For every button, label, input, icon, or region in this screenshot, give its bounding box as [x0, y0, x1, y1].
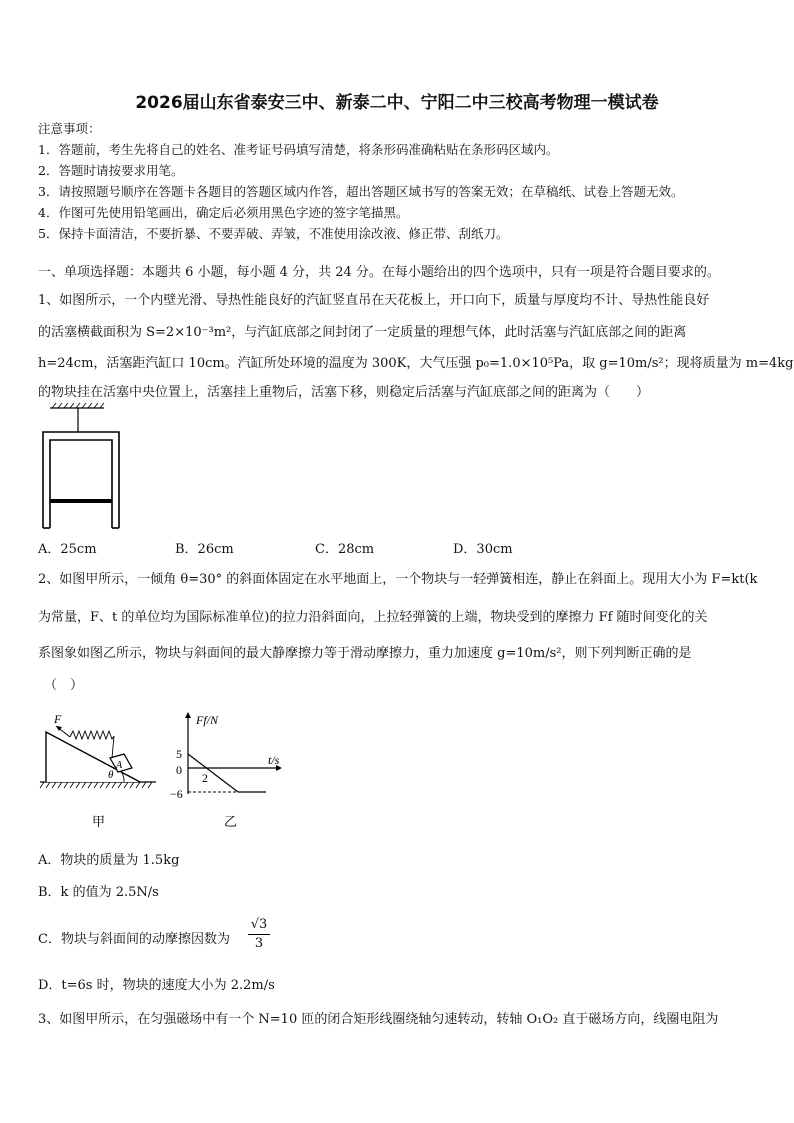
q2-text: 系图象如图乙所示，物块与斜面间的最大静摩擦力等于滑动摩擦力，重力加速度 g=10m/s²，则下列判断正确的是	[38, 646, 692, 661]
notice-item: 2．答题时请按要求用笔。	[38, 163, 184, 178]
cylinder-figure	[36, 402, 136, 534]
q2-option-c: C．物块与斜面间的动摩擦因数为	[38, 932, 230, 947]
fig-b-xlabel: t/s	[268, 753, 280, 767]
fig-a-label-theta: θ	[108, 769, 114, 781]
friction-time-graph	[168, 706, 298, 832]
q3-text: 3、如图甲所示，在匀强磁场中有一个 N=10 匝的闭合矩形线圈绕轴匀速转动，转轴 O₁O₂ 直于磁场方向，线圈电阻为	[38, 1012, 719, 1027]
notice-item: 1．答题前，考生先将自己的姓名、准考证号码填写清楚，将条形码准确粘贴在条形码区域内。	[38, 142, 559, 157]
q2-text: 为常量，F、t 的单位均为国际标准单位)的拉力沿斜面向，上拉轻弹簧的上端，物块受到的摩擦力 Ff 随时间变化的关	[38, 610, 708, 625]
fig-a-caption: 甲	[92, 814, 106, 829]
fig-b-tick-neg6: −6	[170, 787, 183, 801]
q2-text: （ ）	[44, 678, 84, 693]
fraction-denominator: 3	[254, 936, 264, 951]
fig-b-caption: 乙	[224, 814, 238, 829]
q1-text: 的物块挂在活塞中央位置上，活塞挂上重物后，活塞下移，则稳定后活塞与汽缸底部之间的距离为（ ）	[38, 385, 650, 400]
notice-item: 5．保持卡面清洁，不要折暴、不要弄破、弄皱，不准使用涂改液、修正带、刮纸刀。	[38, 226, 509, 241]
q1-text: h=24cm，活塞距汽缸口 10cm。汽缸所处环境的温度为 300K，大气压强 p₀=1.0×10⁵Pa，取 g=10m/s²；现将质量为 m=4kg	[38, 356, 794, 371]
q1-option-b: B．26cm	[175, 542, 234, 557]
q2-option-c-fraction	[248, 916, 270, 953]
fig-b-tick-0: 0	[176, 763, 182, 777]
fig-b-tick-5: 5	[176, 747, 182, 761]
fraction-numerator: √3	[248, 916, 270, 935]
incline-figure	[36, 706, 166, 832]
page-title: 2026届山东省泰安三中、新泰二中、宁阳二中三校高考物理一模试卷	[135, 93, 659, 113]
notice-heading: 注意事项：	[38, 121, 101, 136]
fig-a-label-A: A	[116, 760, 123, 771]
q2-option-d: D．t=6s 时，物块的速度大小为 2.2m/s	[38, 978, 275, 993]
q1-option-d: D．30cm	[453, 542, 513, 557]
section-heading: 一、单项选择题：本题共 6 小题，每小题 4 分，共 24 分。在每小题给出的四个选项中，只有一项是符合题目要求的。	[38, 265, 720, 280]
q1-text: 1、如图所示，一个内壁光滑、导热性能良好的汽缸竖直吊在天花板上，开口向下，质量与厚度均不计、导热性能良好	[38, 293, 710, 308]
q1-option-c: C．28cm	[315, 542, 375, 557]
q2-option-b: B．k 的值为 2.5N/s	[38, 885, 159, 900]
fig-b-ylabel: Ff/N	[196, 713, 219, 727]
notice-item: 3．请按照题号顺序在答题卡各题目的答题区域内作答，超出答题区域书写的答案无效；在草稿纸、试卷上答题无效。	[38, 184, 684, 199]
graph-line-decreasing	[188, 754, 238, 792]
q1-option-a: A．25cm	[38, 542, 97, 557]
notice-item: 4．作图可先使用铅笔画出，确定后必须用黑色字迹的签字笔描黑。	[38, 205, 409, 220]
q2-text: 2、如图甲所示，一倾角 θ=30° 的斜面体固定在水平地面上，一个物块与一轻弹簧相连，静止在斜面上。现用大小为 F=kt(k	[38, 572, 758, 587]
q2-option-a: A．物块的质量为 1.5kg	[38, 853, 180, 868]
q1-text: 的活塞横截面积为 S=2×10⁻³m²，与汽缸底部之间封闭了一定质量的理想气体，此时活塞与汽缸底部之间的距离	[38, 325, 687, 340]
fig-b-tick-2: 2	[202, 771, 208, 785]
fig-a-label-F: F	[54, 712, 62, 726]
